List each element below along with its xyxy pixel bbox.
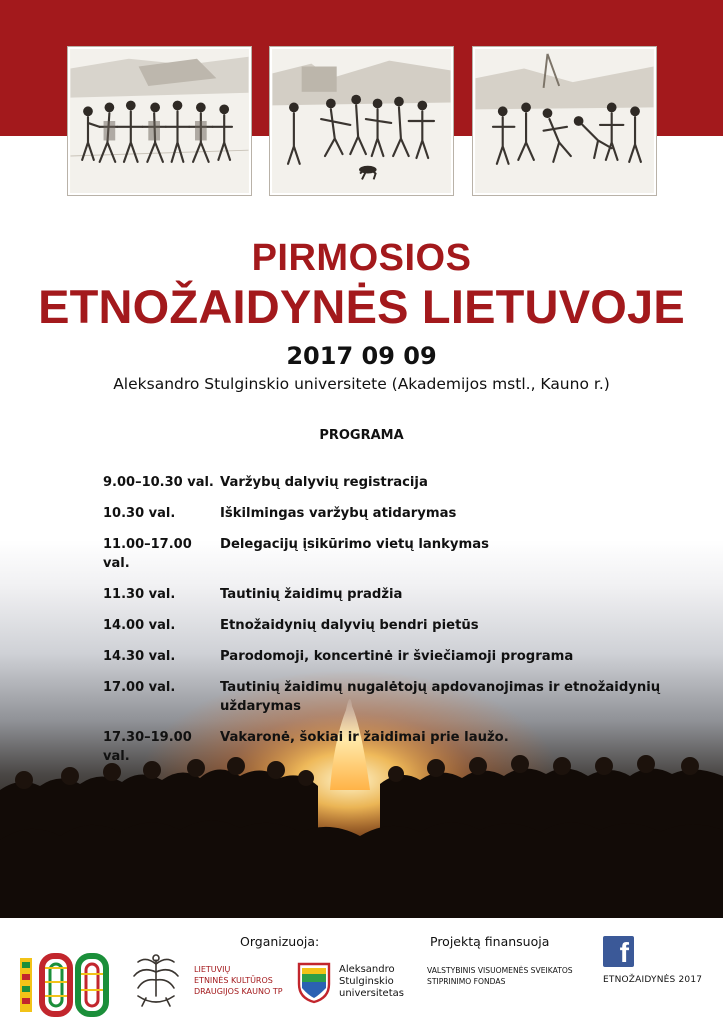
lekd-line-3: DRAUGIJOS KAUNO TP <box>194 987 283 996</box>
funder-name <box>427 965 573 987</box>
schedule-time: 14.00 val. <box>103 618 176 633</box>
organizers-label: Organizuoja: <box>240 934 320 949</box>
asu-line-1: Aleksandro <box>339 964 395 975</box>
lekd-kaunas-logo <box>124 950 294 1012</box>
funder-line-1: VALSTYBINIS VISUOMENĖS SVEIKATOS <box>427 966 573 975</box>
schedule-event: Parodomoji, koncertinė ir šviečiamoji programa <box>220 649 574 664</box>
schedule-time: 11.30 val. <box>103 587 176 602</box>
funder-line-2: STIPRINIMO FONDAS <box>427 977 506 986</box>
footer-sponsors <box>0 918 723 1024</box>
schedule-event: Etnožaidynių dalyvių bendri pietūs <box>220 618 479 633</box>
logo-100-digit-zero-a <box>42 956 70 1014</box>
asu-line-2: Stulginskio <box>339 976 394 987</box>
lekd-emblem-icon <box>124 950 188 1012</box>
asu-shield-icon <box>296 960 332 1004</box>
lithuania-100-logo <box>14 948 114 1018</box>
asu-line-3: universitetas <box>339 988 404 999</box>
lekd-line-1: LIETUVIŲ <box>194 965 231 974</box>
schedule-row <box>103 535 663 573</box>
lithuania-100-icon <box>14 948 114 1018</box>
header-photo-procession <box>270 47 453 195</box>
schedule-time: 17.30–19.00 val. <box>103 730 192 764</box>
schedule-event: Vakaronė, šokiai ir žaidimai prie laužo. <box>220 730 509 745</box>
event-venue: Aleksandro Stulginskio universitete (Akademijos mstl., Kauno r.) <box>113 375 610 393</box>
facebook-caption[interactable]: ETNOŽAIDYNĖS 2017 <box>603 975 703 985</box>
schedule-event: Delegacijų įsikūrimo vietų lankymas <box>220 537 490 552</box>
asu-university-logo <box>296 960 426 1008</box>
program-schedule <box>103 473 663 778</box>
schedule-event: Tautinių žaidimų nugalėtojų apdovanojimas ir etnožaidynių uždarymas <box>220 680 661 714</box>
asu-name <box>339 964 404 1000</box>
schedule-row <box>103 473 663 492</box>
schedule-row <box>103 616 663 635</box>
schedule-event: Iškilmingas varžybų atidarymas <box>220 506 457 521</box>
event-date: 2017 09 09 <box>286 342 437 370</box>
schedule-time: 10.30 val. <box>103 506 176 521</box>
header-photo-dancing <box>68 47 251 195</box>
lekd-name <box>194 964 283 997</box>
schedule-row <box>103 647 663 666</box>
sketch-procession-image <box>272 49 451 193</box>
schedule-row <box>103 678 663 716</box>
sketch-dancers-image <box>70 49 249 193</box>
logo-100-digit-zero-b <box>78 956 106 1014</box>
schedule-time: 14.30 val. <box>103 649 176 664</box>
program-heading: PROGRAMA <box>319 428 404 443</box>
title-block <box>0 236 723 396</box>
sketch-swing-image <box>475 49 654 193</box>
logo-100-digit-one <box>20 958 32 1012</box>
schedule-row <box>103 585 663 604</box>
schedule-time: 17.00 val. <box>103 680 176 695</box>
schedule-time: 11.00–17.00 val. <box>103 537 192 571</box>
lekd-line-2: ETNINĖS KULTŪROS <box>194 976 273 985</box>
schedule-event: Tautinių žaidimų pradžia <box>220 587 403 602</box>
schedule-event: Varžybų dalyvių registracija <box>220 475 428 490</box>
schedule-time: 9.00–10.30 val. <box>103 475 214 490</box>
header-photo-swing <box>473 47 656 195</box>
funder-label: Projektą finansuoja <box>430 934 550 949</box>
schedule-row <box>103 504 663 523</box>
title-line-2: ETNOŽAIDYNĖS LIETUVOJE <box>38 280 685 333</box>
title-line-1: PIRMOSIOS <box>251 237 472 279</box>
facebook-icon[interactable]: f <box>603 936 634 967</box>
schedule-row <box>103 728 663 766</box>
